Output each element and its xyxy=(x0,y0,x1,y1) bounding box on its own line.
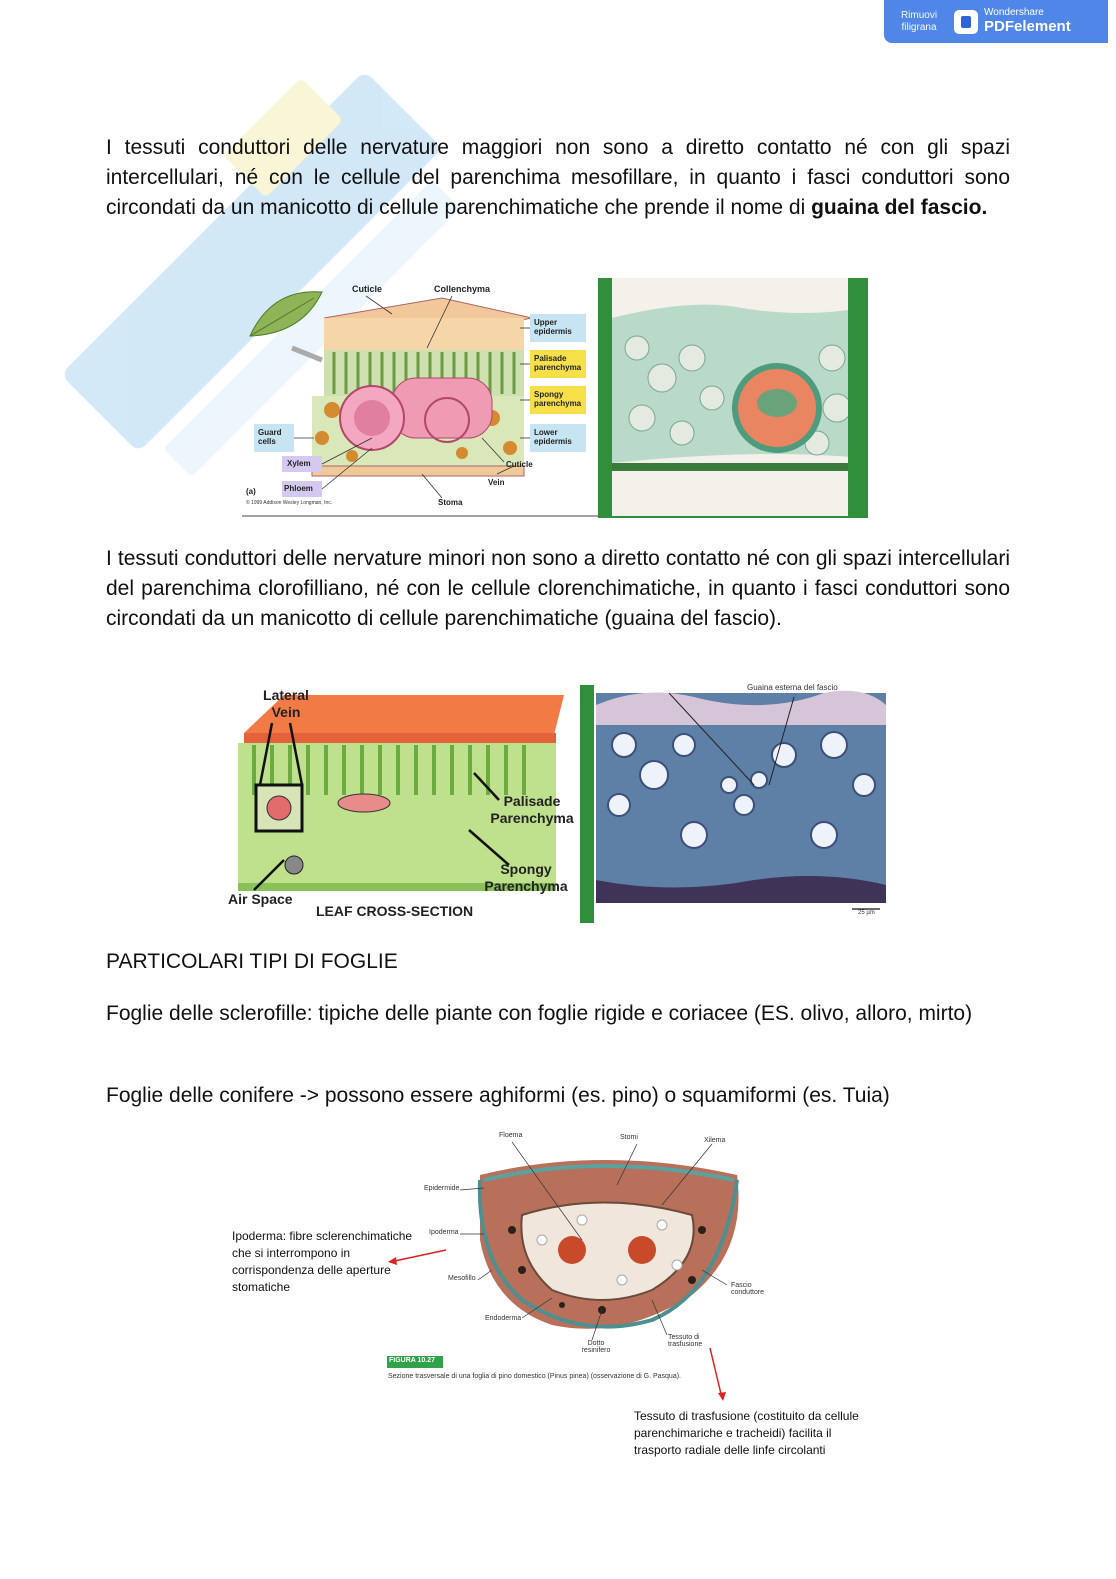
label-spongy: Spongy parenchyma xyxy=(534,390,582,408)
label-palisade: Palisade parenchyma xyxy=(534,354,582,372)
remove-watermark-label: Rimuovi filigrana xyxy=(900,9,938,33)
label-stoma: Stoma xyxy=(438,498,463,507)
figure-caption-leaf-cross-section: LEAF CROSS-SECTION xyxy=(316,903,474,919)
label-cuticle-bottom: Cuticle xyxy=(506,460,533,469)
label-dotto-resinifero: Dotto resinifero xyxy=(581,1340,611,1354)
label-floema: Floema xyxy=(499,1132,523,1139)
remove-watermark-badge[interactable] xyxy=(884,0,1108,43)
bold-term: guaina del fascio. xyxy=(811,196,988,219)
label-air-space: Air Space xyxy=(228,891,293,907)
section-heading: PARTICOLARI TIPI DI FOGLIE xyxy=(106,950,398,973)
label-mesofillo: Mesofillo xyxy=(448,1275,476,1282)
label-copyright: © 1999 Addison Wesley Longman, Inc. xyxy=(246,500,333,506)
paragraph-sclerophyll: Foglie delle sclerofille: tipiche delle piante con foglie rigide e coriacee (ES. olivo, alloro, mirto) xyxy=(106,1002,973,1025)
label-guaina-esterna: Guaina esterna del fascio xyxy=(747,683,838,692)
label-endoderma: Endoderma xyxy=(485,1315,522,1322)
paragraph-major-veins xyxy=(106,133,1010,223)
label-vein: Vein xyxy=(488,478,505,487)
label-xilema: Xilema xyxy=(704,1137,726,1144)
label-upper-epidermis: Upper epidermis xyxy=(534,318,572,336)
pdfelement-logo-icon xyxy=(954,10,978,34)
figure-number: FIGURA 10.27 xyxy=(389,1357,436,1364)
label-ipoderma: Ipoderma xyxy=(429,1229,459,1236)
paragraph-conifers: Foglie delle conifere -> possono essere aghiformi (es. pino) o squamiformi (es. Tuia) xyxy=(106,1084,890,1107)
figure-leaf-3d-and-micrograph xyxy=(242,278,868,518)
label-panel-a: (a) xyxy=(246,487,256,496)
label-stomi: Stomi xyxy=(620,1134,638,1141)
label-cuticle-top: Cuticle xyxy=(352,284,383,294)
paragraph-text: I tessuti conduttori delle nervature maggiori non sono a diretto contatto né con gli spazi intercellulari, né con le cellule del parenchima mesofillare, in quanto i fasci conduttori sono circondati da un manicotto di cellule parenchimatiche che prende il nome di xyxy=(106,136,1010,219)
note-tessuto-trasfusione: Tessuto di trasfusione (costituito da cellule parenchimariche e tracheidi) facilita il trasporto radiale delle linfe circolanti xyxy=(634,1409,859,1457)
label-palisade-parenchyma: Palisade Parenchyma xyxy=(490,793,574,826)
brand-top: Wondershare xyxy=(984,7,1044,18)
label-lower-epidermis: Lower epidermis xyxy=(534,428,572,446)
label-tessuto-trasfusione: Tessuto di trasfusione xyxy=(668,1334,703,1348)
paragraph-minor-veins: I tessuti conduttori delle nervature minori non sono a diretto contatto né con gli spazi intercellulari del parenchima clorofilliano, né con le cellule clorenchimatiche, in quanto i fasci conduttori sono circondati da un manicotto di cellule parenchimatiche (guaina del fascio). xyxy=(106,547,1010,630)
label-spongy-parenchyma: Spongy Parenchyma xyxy=(484,861,568,894)
figure-pine-needle-section xyxy=(222,1130,882,1460)
figure-caption-pine: Sezione trasversale di una foglia di pino domestico (Pinus pinea) (osservazione di G. Pasqua). xyxy=(388,1373,681,1380)
brand-name: PDFelement xyxy=(984,18,1071,35)
label-collenchyma: Collenchyma xyxy=(434,284,491,294)
label-guard-cells: Guard cells xyxy=(258,428,282,446)
label-fascio-conduttore: Fascio conduttore xyxy=(731,1282,765,1296)
note-ipoderma: Ipoderma: fibre sclerenchimatiche che si interrompono in corrispondenza delle aperture stomatiche xyxy=(232,1229,413,1294)
label-phloem: Phloem xyxy=(284,484,313,493)
label-scale-bar: 25 µm xyxy=(858,910,875,916)
label-epidermide: Epidermide xyxy=(424,1185,460,1192)
figure-leaf-cross-section xyxy=(224,685,890,923)
brand xyxy=(984,7,1071,36)
label-xylem: Xylem xyxy=(287,459,311,468)
label-lateral-vein: Lateral Vein xyxy=(263,687,309,720)
